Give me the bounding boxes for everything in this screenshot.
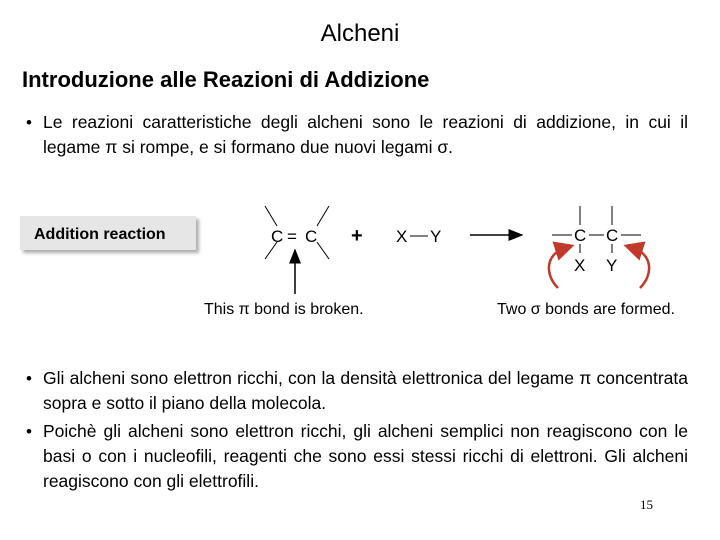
addition-reaction-figure xyxy=(0,196,720,326)
reagent-y: Y xyxy=(430,227,442,246)
product-x: X xyxy=(574,256,586,275)
bullet-marker: • xyxy=(26,422,32,441)
bond-line xyxy=(317,242,329,259)
bullet-marker: • xyxy=(26,369,32,388)
bullet-item xyxy=(26,110,688,160)
slide-subtitle: Introduzione alle Reazioni di Addizione xyxy=(22,67,430,92)
sigma-bond-arrow xyxy=(633,248,649,288)
double-bond: = xyxy=(287,227,297,246)
reactant-carbon: C xyxy=(305,227,318,246)
product-carbon: C xyxy=(606,226,619,245)
caption-pi-broken: This π bond is broken. xyxy=(204,301,364,318)
bond-line xyxy=(265,206,277,226)
bullet-marker: • xyxy=(26,113,32,132)
caption-sigma-formed: Two σ bonds are formed. xyxy=(497,301,675,318)
bond-line xyxy=(317,206,329,226)
reagent-x: X xyxy=(396,227,408,246)
page-number: 15 xyxy=(640,497,653,512)
bullet-item xyxy=(26,366,688,416)
plus-sign: + xyxy=(351,225,363,247)
product-y: Y xyxy=(606,256,618,275)
bullet-text: Le reazioni caratteristiche degli alcheni sono le reazioni di addizione, in cui il legame π si rompe, e si formano due nuovi legami σ. xyxy=(43,112,688,157)
product-carbon: C xyxy=(574,226,587,245)
reactant-carbon: C xyxy=(271,227,284,246)
figure-label: Addition reaction xyxy=(34,226,166,243)
slide-title: Alcheni xyxy=(320,20,400,47)
bullet-item xyxy=(26,419,688,494)
bullet-text: Gli alcheni sono elettron ricchi, con la densità elettronica del legame π concentrata sopra e sotto il piano della molecola. xyxy=(43,368,688,413)
sigma-bond-arrow xyxy=(549,248,565,288)
bullet-text: Poichè gli alcheni sono elettron ricchi, gli alcheni semplici non reagiscono con le basi o con i nucleofili, reagenti che sono essi stessi ricchi di elettroni. Gli alcheni reagiscono con gli elettrofili. xyxy=(43,421,688,491)
